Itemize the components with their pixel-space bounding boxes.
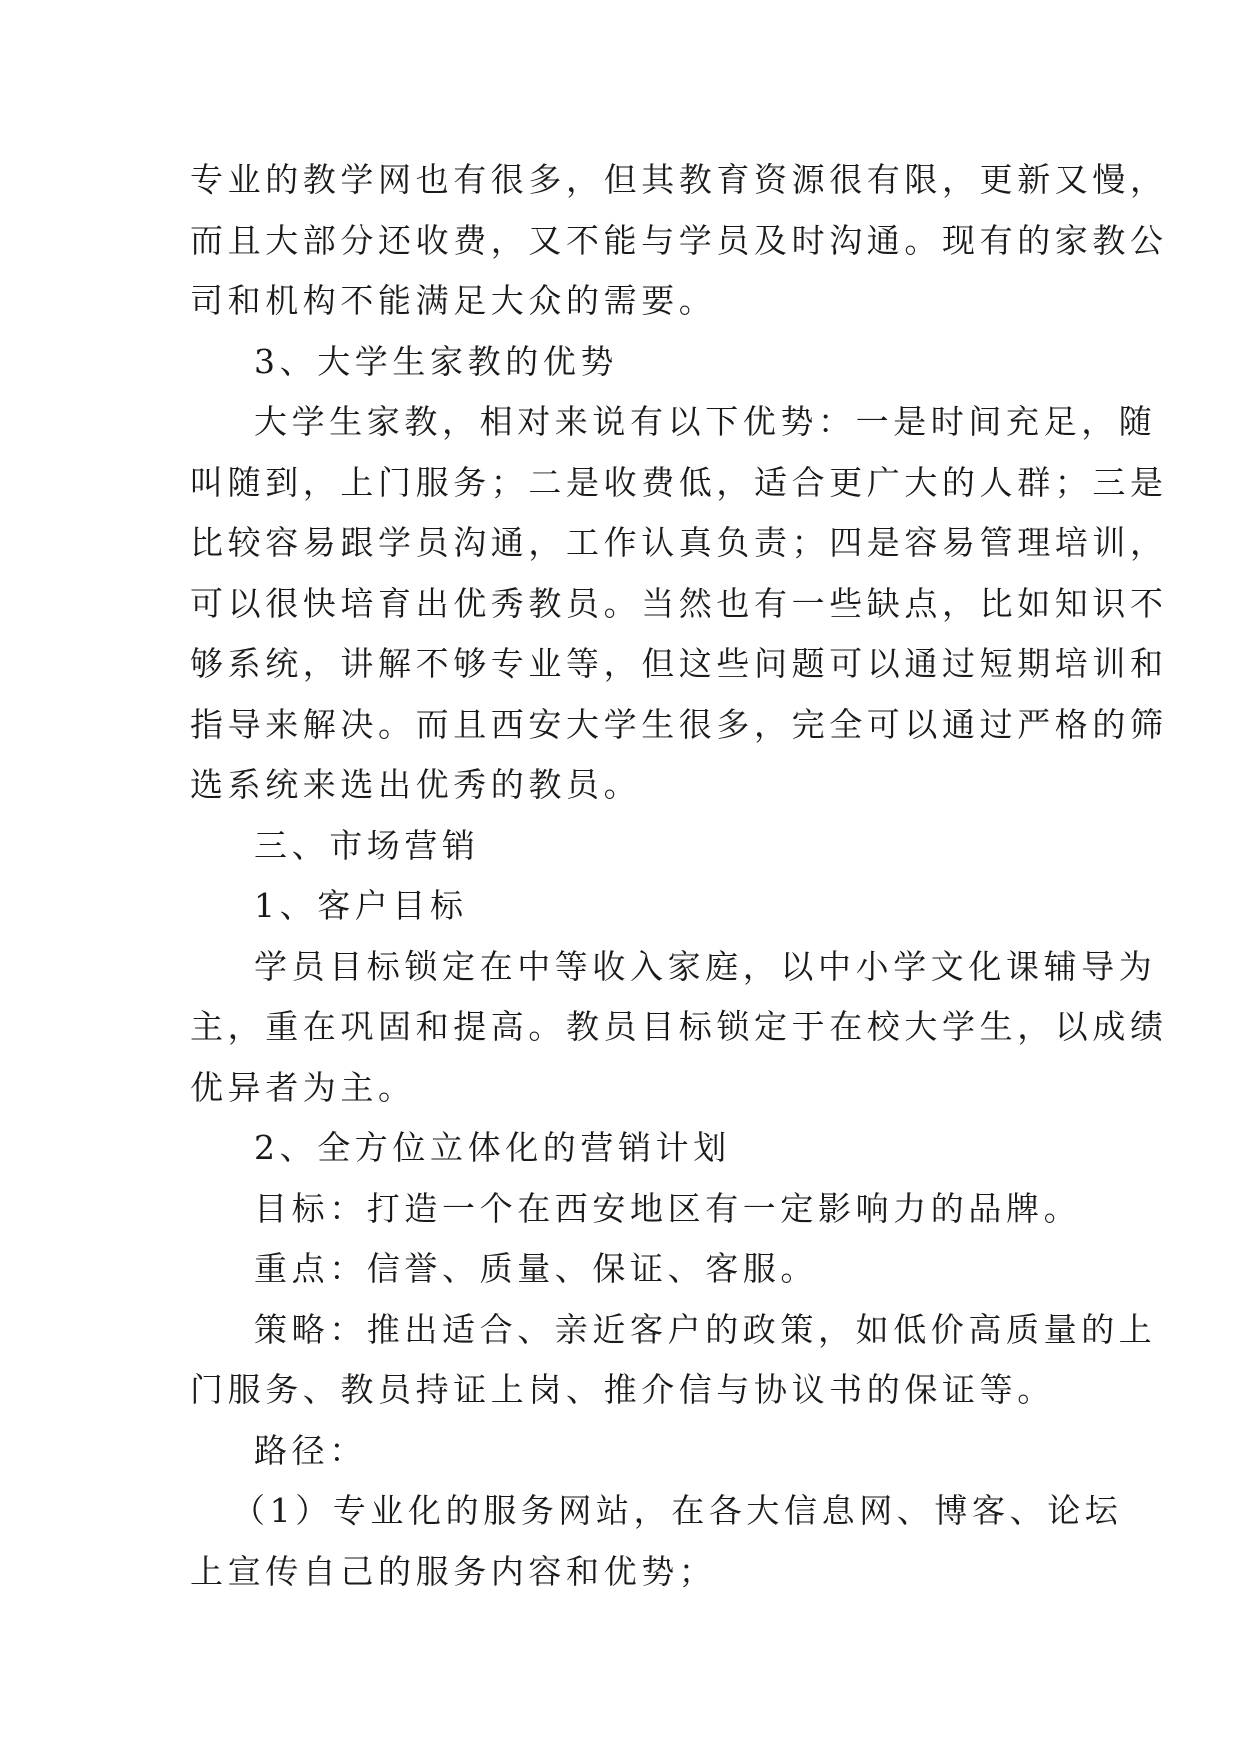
body-line: 比较容易跟学员沟通，工作认真负责；四是容易管理培训， [190,523,1168,562]
paragraph-first-line: 学员目标锁定在中等收入家庭，以中小学文化课辅导为 [254,946,1157,986]
paragraph-first-line: 策略：推出适合、亲近客户的政策，如低价高质量的上 [254,1309,1157,1349]
section-heading: 2、全方位立体化的营销计划 [254,1128,731,1167]
paragraph-first-line: 重点：信誉、质量、保证、客服。 [254,1249,818,1288]
body-line: 门服务、教员持证上岗、推介信与协议书的保证等。 [190,1370,1055,1409]
body-line: 叫随到，上门服务；二是收费低，适合更广大的人群；三是 [190,462,1168,502]
section-heading: 3、大学生家教的优势 [254,341,618,381]
paragraph-first-line: 大学生家教，相对来说有以下优势：一是时间充足，随 [254,402,1157,441]
document-body [190,150,1168,1602]
body-line: 选系统来选出优秀的教员。 [190,765,642,804]
body-line: 上宣传自己的服务内容和优势； [190,1551,717,1591]
section-heading: 三、市场营销 [254,825,480,865]
body-line: 优异者为主。 [190,1067,416,1107]
section-heading: 1、客户目标 [254,886,468,925]
body-line: 可以很快培育出优秀教员。当然也有一些缺点，比如知识不 [190,583,1168,623]
body-line: 主，重在巩固和提高。教员目标锁定于在校大学生，以成绩 [190,1007,1168,1046]
paragraph-first-line: 路径： [254,1430,367,1470]
body-line: 够系统，讲解不够专业等，但这些问题可以通过短期培训和 [190,644,1168,683]
body-line: 而且大部分还收费，又不能与学员及时沟通。现有的家教公 [190,220,1168,260]
list-item-first-line: （1）专业化的服务网站，在各大信息网、博客、论坛 [232,1491,1123,1530]
paragraph-first-line: 目标：打造一个在西安地区有一定影响力的品牌。 [254,1188,1082,1228]
body-line: 司和机构不能满足大众的需要。 [190,281,717,320]
body-line: 指导来解决。而且西安大学生很多，完全可以通过严格的筛 [190,704,1168,744]
body-line: 专业的教学网也有很多，但其教育资源很有限，更新又慢， [190,160,1168,199]
